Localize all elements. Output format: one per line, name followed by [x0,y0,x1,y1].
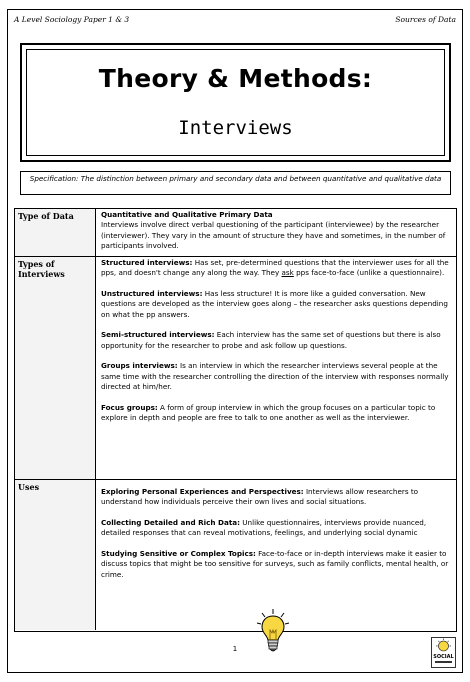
row-label: Uses [15,480,96,630]
paragraph-heading: Collecting Detailed and Rich Data: [101,518,240,527]
paragraph [101,330,450,351]
title-box [20,43,451,162]
paragraph [101,487,450,508]
row-content [101,257,450,479]
page-subtitle: Interviews [178,117,293,139]
row-label: Types of Interviews [15,257,96,479]
row-label: Type of Data [15,209,96,256]
paragraph-heading: Groups interviews: [101,361,178,371]
header-course-title: A Level Sociology Paper 1 & 3 [14,15,130,24]
paragraph-heading: Quantitative and Qualitative Primary Data [101,210,273,219]
page-number: 1 [232,645,238,653]
page-title: Theory & Methods: [98,64,373,93]
paragraph [101,549,450,580]
paragraph [101,403,450,424]
header-section-title: Sources of Data [395,15,456,24]
paragraph-text: Each interview has the same set of questions but there is also opportunity for the researcher to probe and ask follow up questions. [101,330,441,350]
paragraph-heading: Studying Sensitive or Complex Topics: [101,549,256,558]
content-table [14,208,457,632]
social-logo [431,637,456,668]
paragraph-text: pps face-to-face (unlike a questionnaire). [293,268,445,278]
row-content [101,209,450,256]
paragraph-heading: Exploring Personal Experiences and Perspectives: [101,487,304,496]
underlined-word: ask [281,268,294,278]
paragraph-heading: Semi-structured interviews: [101,330,215,340]
svg-text:SOCIAL: SOCIAL [433,654,454,660]
paragraph-heading: Structured interviews: [101,258,193,267]
paragraph [101,518,450,539]
paragraph-text: A form of group interview in which the group focuses on a particular topic to explore in depth and people are free to talk to one another as well as the interviewer. [101,402,436,423]
paragraph-text: Has less structure! It is more like a guided conversation. New questions are developed as the interview goes along – the researcher asks questions depending on what the pp answers. [101,289,448,319]
paragraph-text: Unlike questionnaires, interviews provide nuanced, detailed responses that can reveal motivations, feelings, and underlying social dynamic [101,518,427,538]
paragraph [101,289,450,320]
paragraph-text: Interviews involve direct verbal questioning of the participant (interviewee) by the researcher (interviewer). They vary in the amount of structure they have and sometimes, in the number of participants involved. [101,220,446,251]
paragraph [101,258,450,279]
table-row-types-of-interviews [15,256,456,479]
paragraph-heading: Unstructured interviews: [101,289,203,298]
paragraph-heading: Focus groups: [101,402,158,412]
table-row-uses [15,479,456,630]
paragraph [101,210,450,252]
paragraph-text: Interviews allow researchers to understand how individuals perceive their own lives and social situations. [101,487,419,507]
paragraph [101,361,450,392]
table-row-type-of-data [15,209,456,256]
specification-box: Specification: The distinction between primary and secondary data and between quantitative and qualitative data [20,171,451,195]
paragraph-text: Has set, pre-determined questions that the interviewer uses for all the pps, and doesn't change any along the way. They [101,258,449,278]
paragraph-text: Is an interview in which the researcher interviews several people at the same time with the researcher controlling the direction of the interview with responses normally directed at him/her. [101,361,449,392]
paragraph-text: Face-to-face or in-depth interviews make it easier to discuss topics that might be too sensitive for surveys, such as family conflicts, mental health, or crime. [101,549,449,579]
